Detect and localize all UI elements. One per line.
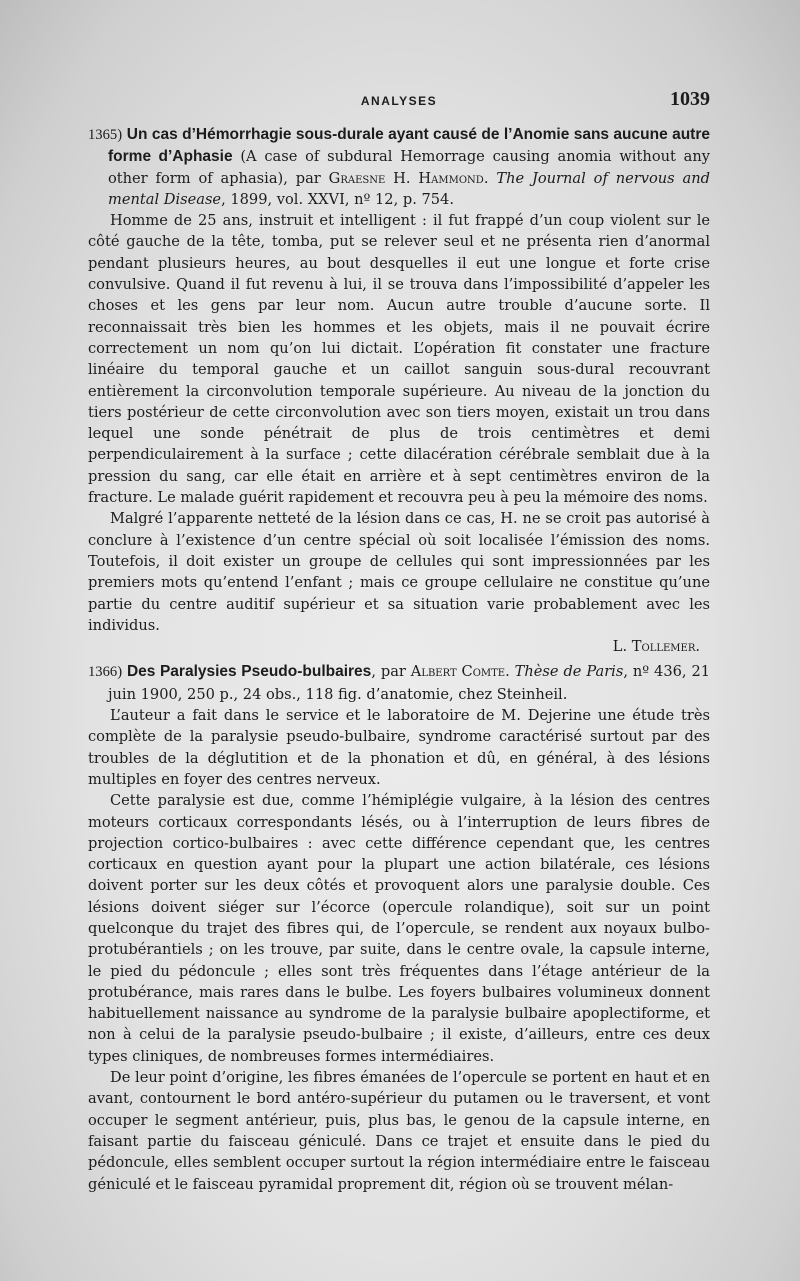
entry-separator: . — [505, 663, 515, 681]
entry-separator: . — [483, 169, 497, 187]
entry-number: 1365) — [88, 127, 123, 143]
signature-text: L. Tollemer. — [612, 638, 700, 656]
signature — [88, 636, 710, 657]
entry-reference: , 1899, vol. XXVI, nº 12, p. 754. — [221, 190, 454, 208]
entry-1366-paragraph: De leur point d’origine, les fibres émanées de l’opercule se portent en haut et en avant, contournent le bord antéro-supérieur du putamen ou le traversent, et vont occuper le segment antérieur, puis, plus bas, le genou de la capsule interne, en faisant partie du faisceau géniculé. Dans ce trajet et ensuite dans le pied du pédoncule, elles semblent occuper surtout la région intermédiaire entre le faisceau géniculé et le faisceau pyramidal proprement dit, région où se trouvent mélan- — [88, 1069, 710, 1193]
running-title: ANALYSES — [360, 94, 438, 108]
entry-by: , par — [371, 663, 411, 681]
entry-1366-paragraph: L’auteur a fait dans le service et le laboratoire de M. Dejerine une étude très complète de la paralysie pseudo-bulbaire, syndrome caractérisé surtout par des troubles de la déglutition et de la phonation et dû, en général, à des lésions multiples en foyer des centres nerveux. — [88, 707, 710, 788]
entry-author: Albert Comte — [410, 663, 506, 681]
entry-1365-paragraph: Malgré l’apparente netteté de la lésion dans ce cas, H. ne se croit pas autorisé à conclure à l’existence d’un centre spécial où soit localisée l’émission des noms. Toutefois, il doit exister un groupe de cellules qui sont impressionnées par les premiers mots qu’entend l’enfant ; mais ce groupe cellulaire ne constitue qu’une partie du centre auditif supérieur et sa situation varie probablement avec les individus. — [88, 510, 710, 634]
entry-title: Un cas d’Hémorrhagie sous-durale ayant causé de l’Anomie sans aucune autre forme d’Aphasie — [108, 126, 710, 166]
entry-1366-paragraph: Cette paralysie est due, comme l’hémiplégie vulgaire, à la lésion des centres moteurs corticaux correspondants lésés, ou à l’interruption de leurs fibres de projection cortico-bulbaires : avec cette différence cependant que, les centres corticaux en question ayant pour la plupart une action bilatérale, ces lésions doivent porter sur les deux côtés et provoquent alors une paralysie double. Ces lésions doivent siéger sur l’écorce (opercule rolandique), soit sur un point quelconque du trajet des fibres qui, de l’opercule, se rendent aux noyaux bulbo-protubérantiels ; on les trouve, par suite, dans le centre ovale, la capsule interne, le pied du pédoncule ; elles sont très fréquentes dans l’étage antérieur de la protubérance, mais rares dans le bulbe. Les foyers bulbaires volumineux donnent habituellement naissance au syndrome de la paralysie bulbaire apoplectiforme, et non à celui de la paralysie pseudo-bulbaire ; il existe, d’ailleurs, entre ces deux types cliniques, de nombreuses formes intermédiaires. — [88, 792, 710, 1065]
entry-thesis: Thèse de Paris — [514, 663, 624, 681]
entry-number: 1366) — [88, 664, 123, 681]
entry-1365-heading — [88, 124, 710, 210]
entry-1366-heading — [88, 661, 710, 705]
entry-journal: The Journal of nervous and mental Disease — [108, 169, 711, 208]
entry-1365-paragraph: Homme de 25 ans, instruit et intelligent : il fut frappé d’un coup violent sur le côté gauche de la tête, tomba, put se relever seul et ne présenta rien d’anormal pendant plusieurs heures, au bout desquelles il eut une longue et forte crise convulsive. Quand il fut revenu à lui, il se trouva dans l’impossibilité d’appeler les choses et les gens par leur nom. Aucun autre trouble d’aucune sorte. Il reconnaissait très bien les hommes et les objets, mais il ne pouvait écrire correctement un nom qu’on lui dictait. L’opération fit constater une fracture linéaire du temporal gauche et un caillot sanguin sous-dural recouvrant entièrement la circonvolution temporale supérieure. Au niveau de la jonction du tiers postérieur de cette circonvolution avec son tiers moyen, existait un trou dans lequel une sonde pénétrait de plus de trois centimètres et demi perpendiculairement à la surface ; cette dilacération cérébrale semblait due à la pression du sang, car elle était en arrière et à sept centimètres environ de la fracture. Le malade guérit rapidement et recouvra peu à peu la mémoire des noms. — [88, 212, 710, 507]
page-header — [88, 88, 710, 116]
entry-author: Graesne H. Hammond — [328, 169, 484, 187]
entry-title: Des Paralysies Pseudo-bulbaires — [126, 663, 372, 681]
page-content — [88, 124, 710, 1195]
entry-translation: (A case of subdural Hemorrage causing anomia without any other form of aphasia), par — [108, 148, 710, 187]
page-number: 1039 — [670, 88, 710, 110]
entry-reference: , nº 436, 21 juin 1900, 250 p., 24 obs., 118 fig. d’anatomie, chez Steinheil. — [108, 663, 711, 703]
